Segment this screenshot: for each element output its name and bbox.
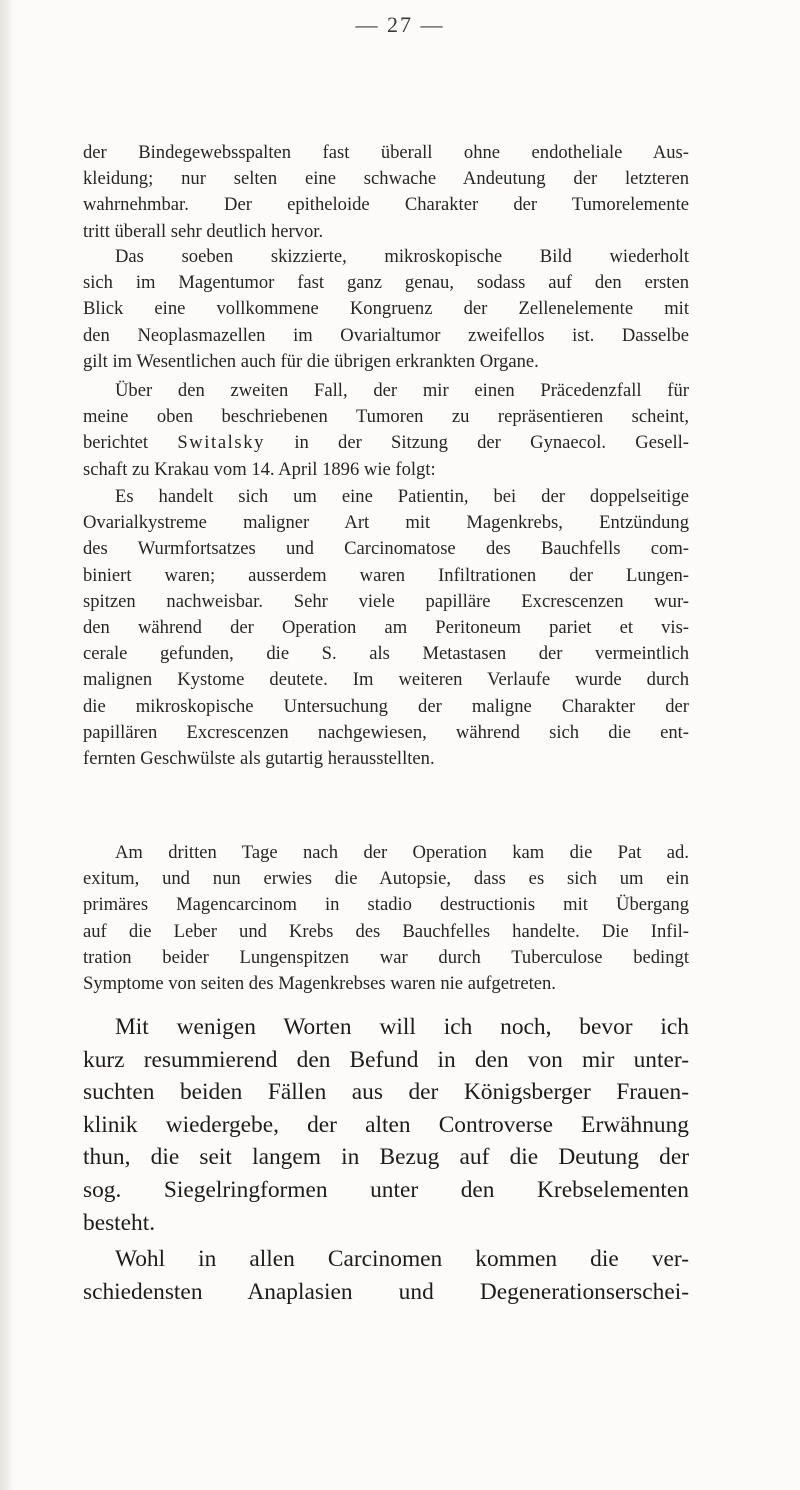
- paragraph-6: [83, 1011, 689, 1239]
- paragraph-3: [83, 378, 689, 483]
- text-line: tration beider Lungenspitzen war durch Tuberculose bedingt: [83, 946, 689, 968]
- text-line: spitzen nachweisbar. Sehr viele papilläre Excrescenzen wur-: [83, 590, 689, 612]
- text-line: klinik wiedergebe, der alten Controverse Erwähnung: [83, 1111, 689, 1138]
- text-line: Symptome von seiten des Magenkrebses waren nie aufgetreten.: [83, 973, 556, 995]
- paragraph-1: [83, 140, 689, 245]
- text-line: den Neoplasmazellen im Ovarialtumor zweifellos ist. Dasselbe: [83, 324, 689, 346]
- text-line: Es handelt sich um eine Patientin, bei der doppelseitige: [115, 486, 689, 507]
- text-line: gilt im Wesentlichen auch für die übrigen erkrankten Organe.: [83, 350, 539, 372]
- text-line: auf die Leber und Krebs des Bauchfelles handelte. Die Infil-: [83, 920, 689, 942]
- text-line: Mit wenigen Worten will ich noch, bevor ich: [115, 1014, 689, 1040]
- text-line: primäres Magencarcinom in stadio destructionis mit Übergang: [83, 894, 689, 916]
- text-line: Über den zweiten Fall, der mir einen Präcedenzfall für: [115, 380, 689, 401]
- text-line: suchten beiden Fällen aus der Königsberger Frauen-: [83, 1079, 689, 1106]
- text-segment: in der Sitzung der Gynaecol. Gesell-: [265, 432, 689, 454]
- text-line: sich im Magentumor fast ganz genau, sodass auf den ersten: [83, 272, 689, 294]
- paragraph-7: [83, 1243, 689, 1308]
- text-line: kurz resummierend den Befund in den von mir unter-: [83, 1046, 689, 1073]
- text-line: Am dritten Tage nach der Operation kam die Pat ad.: [115, 842, 689, 863]
- text-line: exitum, und nun erwies die Autopsie, dass es sich um ein: [83, 868, 689, 890]
- text-line: Wohl in allen Carcinomen kommen die ver-: [115, 1246, 689, 1272]
- text-line: sog. Siegelringformen unter den Krebselementen: [83, 1176, 689, 1203]
- page-number: — 27 —: [355, 12, 445, 37]
- text-line: schaft zu Krakau vom 14. April 1896 wie folgt:: [83, 458, 436, 480]
- text-segment: berichtet: [83, 432, 178, 454]
- text-line: biniert waren; ausserdem waren Infiltrationen der Lungen-: [83, 564, 689, 586]
- text-line: besteht.: [83, 1209, 156, 1236]
- text-line: des Wurmfortsatzes und Carcinomatose des Bauchfells com-: [83, 538, 689, 560]
- text-line: Blick eine vollkommene Kongruenz der Zellenelemente mit: [83, 298, 689, 320]
- text-line: wahrnehmbar. Der epitheloide Charakter der Tumorelemente: [83, 194, 689, 216]
- text-line: schiedensten Anaplasien und Degenerationserschei-: [83, 1278, 689, 1305]
- paragraph-5: [83, 840, 689, 997]
- text-line: fernten Geschwülste als gutartig herausstellten.: [83, 748, 435, 770]
- author-name: Switalsky: [177, 432, 266, 454]
- text-line: kleidung; nur selten eine schwache Andeutung der letzteren: [83, 168, 689, 190]
- text-line: den während der Operation am Peritoneum pariet et vis-: [83, 617, 689, 639]
- text-line: tritt überall sehr deutlich hervor.: [83, 220, 324, 242]
- text-line: cerale gefunden, die S. als Metastasen der vermeintlich: [83, 643, 689, 665]
- text-line: meine oben beschriebenen Tumoren zu repräsentieren scheint,: [83, 406, 689, 428]
- text-line: Das soeben skizzierte, mikroskopische Bild wiederholt: [115, 246, 689, 267]
- text-line: die mikroskopische Untersuchung der maligne Charakter der: [83, 695, 689, 717]
- text-line: papillären Excrescenzen nachgewiesen, während sich die ent-: [83, 721, 689, 743]
- page-gutter-shadow: [0, 0, 14, 1490]
- text-line: Ovarialkystreme maligner Art mit Magenkrebs, Entzündung: [83, 512, 689, 534]
- paragraph-4: [83, 484, 689, 772]
- text-line: der Bindegewebsspalten fast überall ohne endotheliale Aus-: [83, 142, 689, 163]
- text-line: malignen Kystome deutete. Im weiteren Verlaufe wurde durch: [83, 669, 689, 691]
- text-line: thun, die seit langem in Bezug auf die Deutung der: [83, 1144, 689, 1171]
- paragraph-2: [83, 244, 689, 375]
- text-line-with-name: [83, 430, 689, 456]
